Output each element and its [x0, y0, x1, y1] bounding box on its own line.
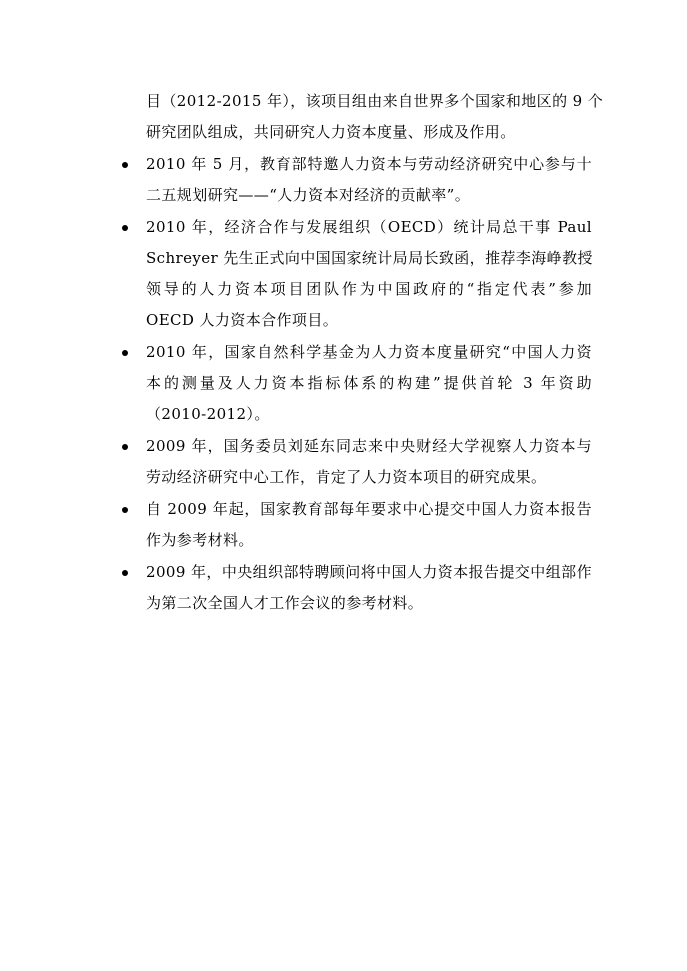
bullet-item: [146, 494, 592, 556]
text-line: 2010 年，经济合作与发展组织（OECD）统计局总干事 Paul: [146, 218, 592, 236]
text-line: Schreyer 先生正式向中国国家统计局局长致函，推荐李海峥教授: [146, 249, 593, 267]
text-line: 自 2009 年起，国家教育部每年要求中心提交中国人力资本报告: [146, 500, 592, 518]
text-line: 本的测量及人力资本指标体系的构建”提供首轮 3 年资助: [146, 374, 592, 392]
text-line: 2009 年，中央组织部特聘顾问将中国人力资本报告提交中组部作: [146, 563, 592, 581]
bullet-item: [146, 149, 592, 211]
text-line: 劳动经济研究中心工作，肯定了人力资本项目的研究成果。: [146, 468, 547, 486]
text-line: 为第二次全国人才工作会议的参考材料。: [146, 594, 424, 612]
text-line: OECD 人力资本合作项目。: [146, 311, 339, 329]
text-line: 研究团队组成，共同研究人力资本度量、形成及作用。: [146, 123, 516, 141]
intro-paragraph: [146, 86, 604, 148]
bullet-icon: [122, 507, 128, 513]
bullet-item: [146, 212, 592, 336]
text-line: 2009 年，国务委员刘延东同志来中央财经大学视察人力资本与: [146, 437, 592, 455]
bullet-item: [146, 557, 592, 619]
text-line: 二五规划研究——“人力资本对经济的贡献率”。: [146, 186, 471, 204]
text-line: 作为参考材料。: [146, 531, 254, 549]
bullet-icon: [122, 350, 128, 356]
bullet-icon: [122, 570, 128, 576]
bullet-icon: [122, 162, 128, 168]
text-line: 2010 年 5 月，教育部特邀人力资本与劳动经济研究中心参与十: [146, 155, 592, 173]
text-line: 目（2012-2015 年），该项目组由来自世界多个国家和地区的 9 个: [146, 92, 604, 110]
text-line: （2010-2012）。: [146, 405, 270, 423]
text-line: 领导的人力资本项目团队作为中国政府的“指定代表”参加: [146, 280, 592, 298]
bullet-icon: [122, 225, 128, 231]
text-line: 2010 年，国家自然科学基金为人力资本度量研究“中国人力资: [146, 343, 592, 361]
bullet-item: [146, 431, 592, 493]
document-body: [146, 86, 604, 619]
bullet-item: [146, 337, 592, 430]
bullet-icon: [122, 444, 128, 450]
